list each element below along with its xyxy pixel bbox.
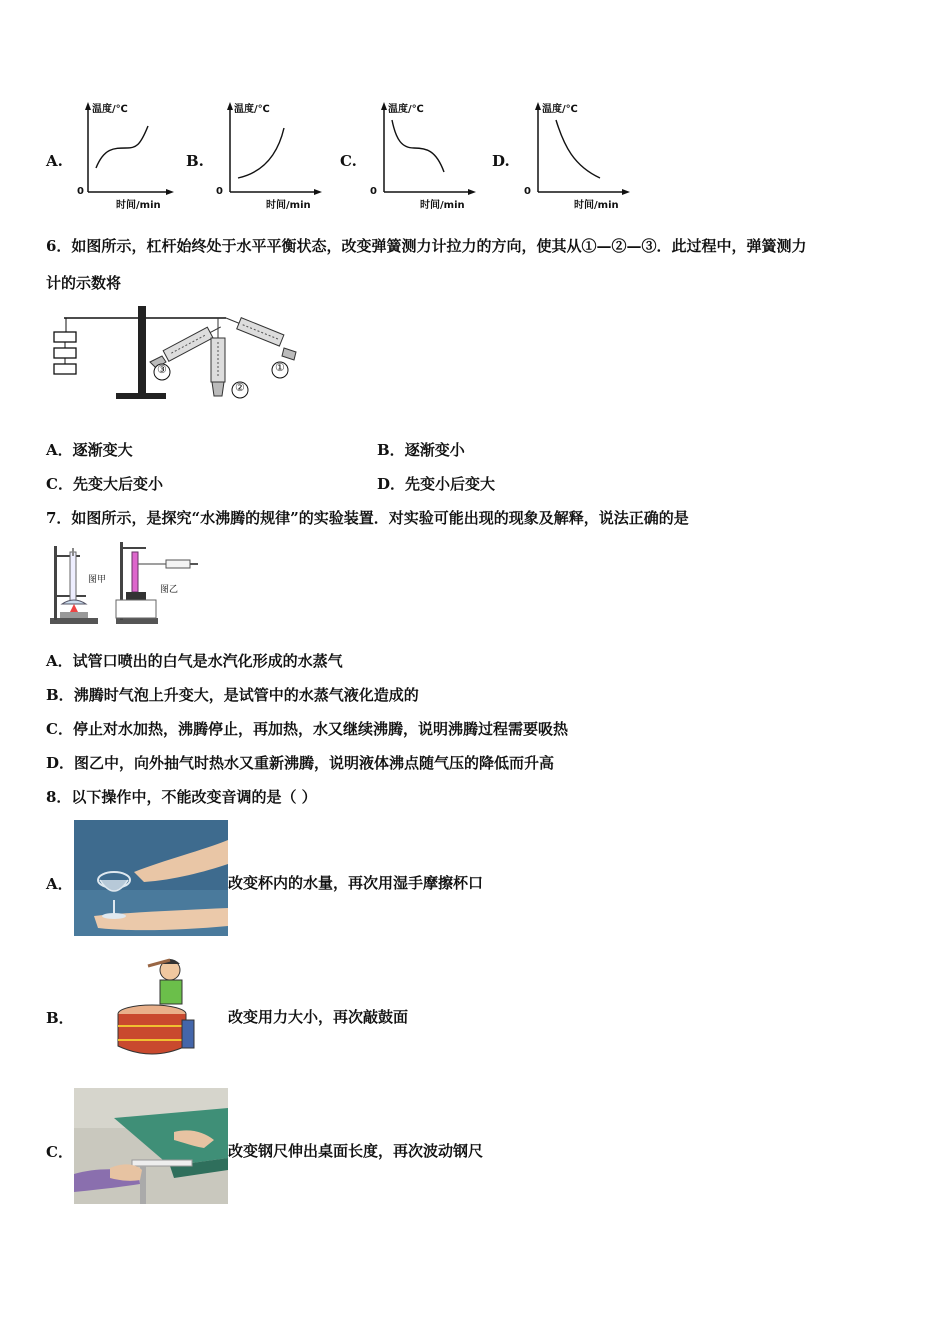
q7-option-d: D．图乙中，向外抽气时热水又重新沸腾，说明液体沸点随气压的降低而升高 xyxy=(46,754,555,772)
q6-option-c: C．先变大后变小 xyxy=(46,475,163,493)
q6-option-a: A．逐渐变大 xyxy=(46,441,133,459)
q7-option-a: A．试管口喷出的白气是水汽化形成的水蒸气 xyxy=(46,652,343,670)
q8-option-b-text: 改变用力大小，再次敲鼓面 xyxy=(228,1008,409,1026)
q6-option-d: D．先变小后变大 xyxy=(377,475,496,493)
graph-d xyxy=(520,96,636,212)
option-letter: B. xyxy=(186,152,204,170)
q8-option-c-text: 改变钢尺伸出桌面长度，再次波动钢尺 xyxy=(228,1142,484,1160)
graph-b xyxy=(212,96,328,212)
q8-option-b-letter: B． xyxy=(46,1009,74,1027)
label-3: ③ xyxy=(157,363,167,376)
boiling-apparatus xyxy=(46,538,206,630)
q6-option-b: B．逐渐变小 xyxy=(377,441,465,459)
q7-stem: 7．如图所示，是探究“水沸腾的规律”的实验装置．对实验可能出现的现象及解释，说法正确的是 xyxy=(46,509,689,527)
lever-diagram xyxy=(46,300,306,410)
q8-option-a-text: 改变杯内的水量，再次用湿手摩擦杯口 xyxy=(228,874,484,892)
q7-option-b: B．沸腾时气泡上升变大，是试管中的水蒸气液化造成的 xyxy=(46,686,419,704)
q8-stem: 8．以下操作中，不能改变音调的是（ ） xyxy=(46,788,317,806)
graph-c xyxy=(366,96,482,212)
q7-option-c: C．停止对水加热，沸腾停止，再加热，水又继续沸腾，说明沸腾过程需要吸热 xyxy=(46,720,568,738)
option-letter: D. xyxy=(492,152,510,170)
option-letter: A. xyxy=(46,152,63,170)
label-2: ② xyxy=(235,381,245,394)
q8-option-c-letter: C． xyxy=(46,1143,73,1161)
q6-stem-line1: 6．如图所示，杠杆始终处于水平平衡状态，改变弹簧测力计拉力的方向，使其从①—②—③．此过程中，弹簧测力 xyxy=(46,237,807,255)
ruler-photo xyxy=(74,1088,228,1204)
label-1: ① xyxy=(275,361,285,374)
label-yi: 图乙 xyxy=(160,585,179,595)
option-letter: C. xyxy=(340,152,357,170)
label-jia: 图甲 xyxy=(88,575,107,585)
drum-cartoon xyxy=(112,956,204,1060)
glass-rubbing-photo xyxy=(74,820,228,936)
q6-stem-line2: 计的示数将 xyxy=(46,274,122,292)
q8-option-a-letter: A． xyxy=(46,875,73,893)
